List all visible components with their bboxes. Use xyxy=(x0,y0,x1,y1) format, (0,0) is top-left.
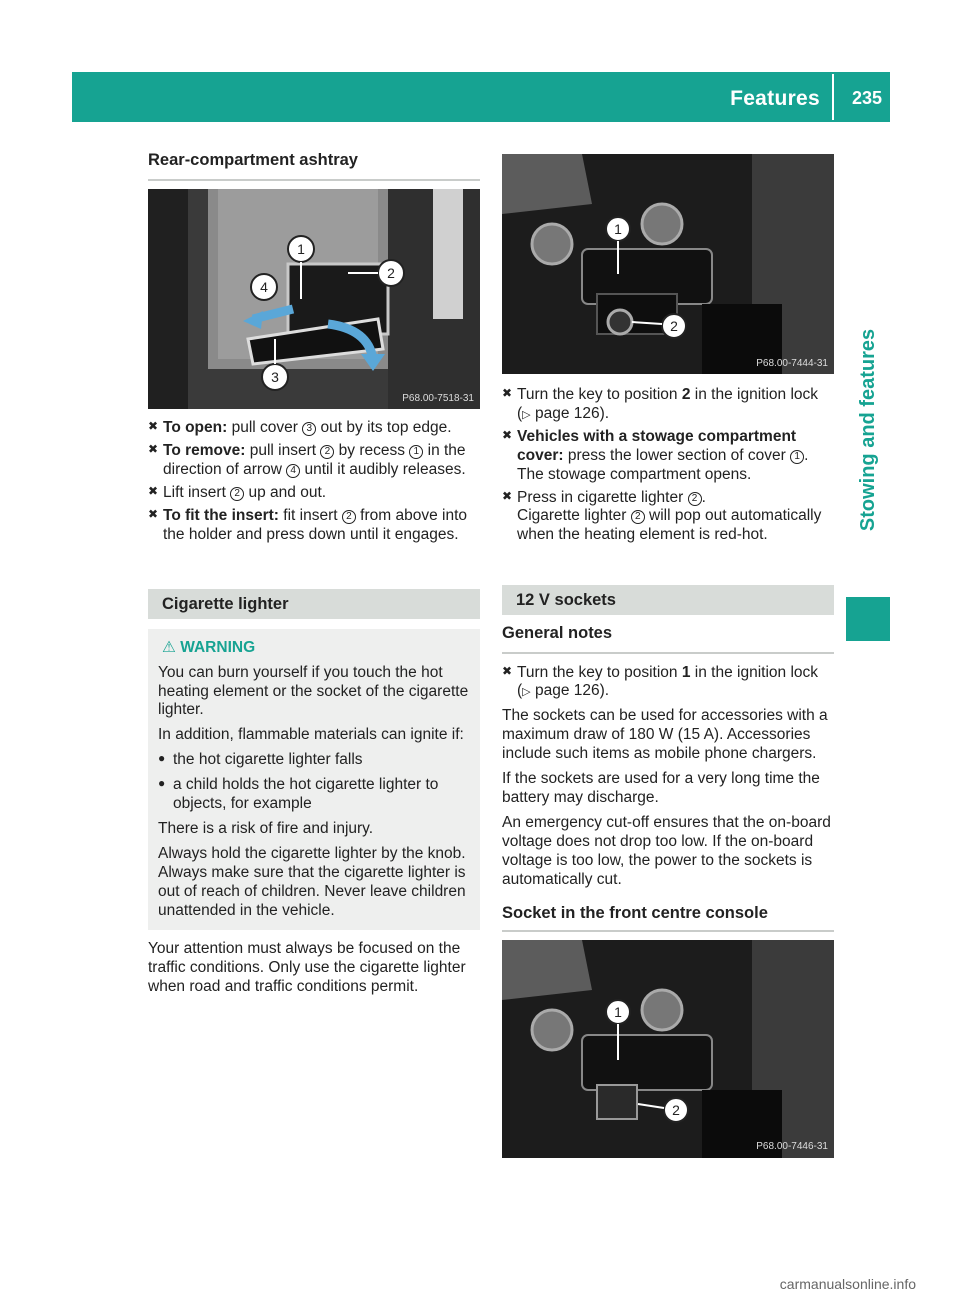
front-console-heading: Socket in the front centre console xyxy=(502,903,834,931)
svg-text:2: 2 xyxy=(387,265,395,282)
body-text: The sockets can be used for accessories with a maximum draw of 180 W (15 A). Accessories include such items as mobile phone chargers. xyxy=(502,707,828,763)
warning-text: There is a risk of fire and injury. xyxy=(158,819,374,837)
step-arrow-icon: ✖ xyxy=(502,386,513,400)
step-arrow-icon: ✖ xyxy=(502,427,513,442)
section-title: Features xyxy=(730,87,820,110)
sockets-heading: 12 V sockets xyxy=(502,585,834,615)
lighter-step: ✖ Press in cigarette lighter 2 . Cigarette lighter 2 will pop out automatically when the heating element is red-hot. xyxy=(502,488,822,544)
body-text: If the sockets are used for a very long time the battery may discharge. xyxy=(502,770,820,806)
socket-illustration xyxy=(502,940,834,1158)
callout-number: 2 xyxy=(230,487,244,501)
svg-text:1: 1 xyxy=(614,1003,622,1020)
chapter-marker xyxy=(846,597,890,641)
ashtray-heading: Rear-compartment ashtray xyxy=(148,150,480,181)
list-item: ● the hot cigarette lighter falls xyxy=(158,751,363,769)
callout-number: 3 xyxy=(302,422,316,436)
ashtray-step: ✖ To fit the insert: fit insert 2 from above into the holder and press down until it engages. xyxy=(148,506,468,543)
ashtray-figure xyxy=(148,189,480,409)
lighter-heading: Cigarette lighter xyxy=(148,589,480,619)
svg-text:2: 2 xyxy=(670,318,678,334)
callout-number: 2 xyxy=(320,445,334,459)
left-column xyxy=(148,150,480,997)
list-item: ● a child holds the hot cigarette lighter to objects, for example xyxy=(158,776,439,813)
callout-number: 2 xyxy=(631,510,645,524)
footer-watermark: carmanualsonline.info xyxy=(779,1276,916,1292)
chapter-tab xyxy=(846,280,890,580)
body-text: An emergency cut-off ensures that the on-board voltage does not drop too low. If the on-board voltage is too low, the power to the sockets is automatically cut. xyxy=(502,813,831,888)
right-column xyxy=(502,154,834,1158)
svg-text:3: 3 xyxy=(271,369,279,386)
ashtray-step: ✖ Lift insert 2 up and out. xyxy=(148,483,327,501)
warning-icon: ⚠ xyxy=(162,638,176,656)
step-arrow-icon: ✖ xyxy=(148,442,159,457)
bullet-icon: ● xyxy=(158,776,166,791)
step-arrow-icon: ✖ xyxy=(502,488,513,503)
figure-code: P68.00-7518-31 xyxy=(402,392,474,404)
callout-number: 1 xyxy=(409,445,423,459)
callout-number: 2 xyxy=(688,492,702,506)
figure-code: P68.00-7444-31 xyxy=(756,357,828,369)
step-arrow-icon: ✖ xyxy=(148,419,159,434)
callout-number: 4 xyxy=(286,464,300,478)
page-ref-icon: ▷ xyxy=(522,686,531,699)
lighter-figure xyxy=(502,154,834,374)
lighter-illustration xyxy=(502,154,834,374)
page-reference-link[interactable]: page 126 xyxy=(534,404,600,422)
figure-code: P68.00-7446-31 xyxy=(756,1141,828,1153)
header-divider xyxy=(832,74,834,120)
page-number: 235 xyxy=(851,88,882,108)
callout-number: 2 xyxy=(342,510,356,524)
lighter-step: ✖ Turn the key to position 2 in the ignition lock (▷ page 126). xyxy=(502,386,819,422)
chapter-tab-label: Stowing and features xyxy=(856,328,879,532)
lighter-step: ✖ Vehicles with a stowage compartment cover: press the lower section of cover 1 . The stowage compartment opens. xyxy=(502,427,809,483)
ashtray-step: ✖ To remove: pull insert 2 by recess 1 in the direction of arrow 4 until it audibly releases. xyxy=(148,442,466,478)
sockets-step: ✖ Turn the key to position 1 in the ignition lock (▷ page 126). xyxy=(502,663,819,700)
svg-text:2: 2 xyxy=(672,1101,680,1118)
svg-text:1: 1 xyxy=(614,221,622,237)
ashtray-illustration xyxy=(148,189,480,409)
bullet-icon: ● xyxy=(158,751,166,766)
step-arrow-icon: ✖ xyxy=(502,663,513,678)
warning-box xyxy=(148,629,480,931)
svg-text:4: 4 xyxy=(260,279,268,296)
page-reference-link[interactable]: page 126 xyxy=(534,682,600,700)
ashtray-step: ✖ To open: pull cover 3 out by its top edge. xyxy=(148,419,452,437)
socket-figure xyxy=(502,940,834,1158)
step-arrow-icon: ✖ xyxy=(148,506,159,521)
callout-number: 1 xyxy=(790,450,804,464)
warning-text: Always hold the cigarette lighter by the knob. Always make sure that the cigarette lighter is out of reach of children. Never leave children unattended in the vehicle. xyxy=(158,844,466,919)
warning-text: In addition, flammable materials can ignite if: xyxy=(158,726,464,744)
warning-title: ⚠ WARNING xyxy=(162,638,256,656)
svg-text:1: 1 xyxy=(297,241,305,258)
general-notes-heading: General notes xyxy=(502,623,834,653)
header-bar xyxy=(72,72,890,122)
page-ref-icon: ▷ xyxy=(522,408,531,421)
step-arrow-icon: ✖ xyxy=(148,483,159,498)
warning-text: You can burn yourself if you touch the hot heating element or the socket of the cigarette lighter. xyxy=(158,663,469,719)
body-text: Your attention must always be focused on the traffic conditions. Only use the cigarette lighter when road and traffic conditions permit. xyxy=(148,940,466,996)
